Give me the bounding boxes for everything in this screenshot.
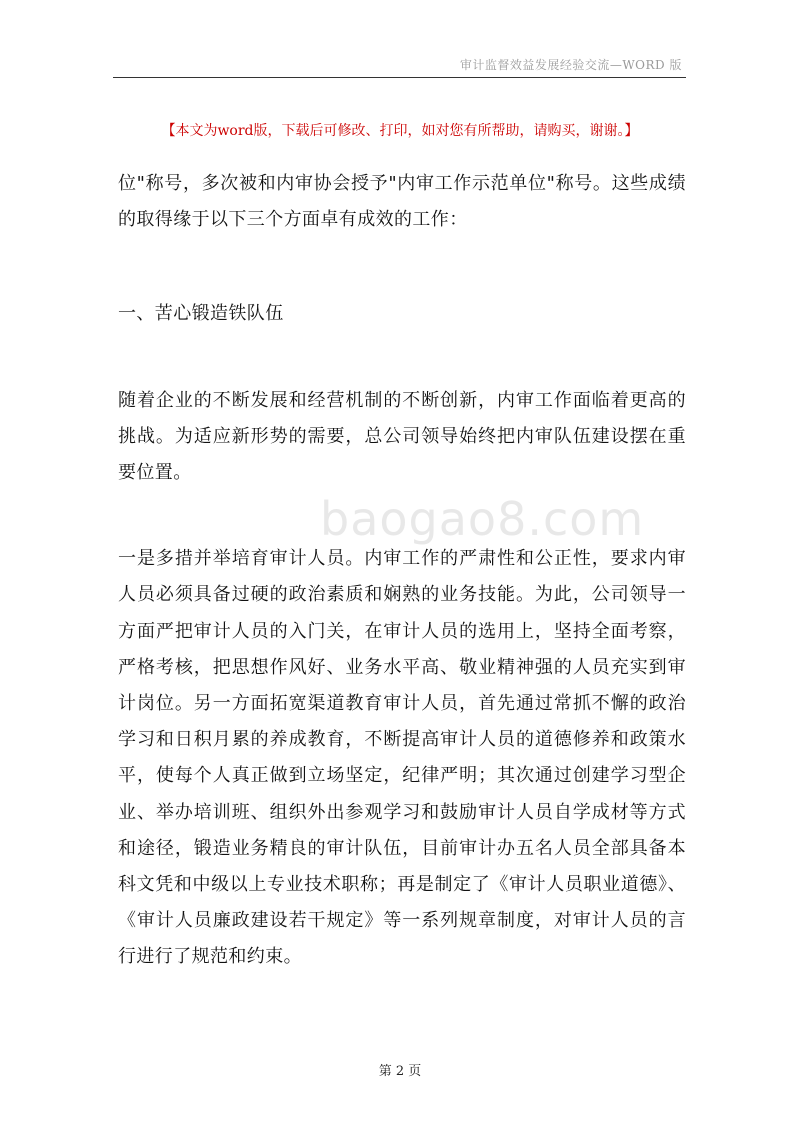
point-one-paragraph: 一是多措并举培育审计人员。内审工作的严肃性和公正性，要求内审人员必须具备过硬的政治素质和娴熟的业务技能。为此，公司领导一方面严把审计人员的入门关，在审计人员的选用上，坚持全面考察，严格考核，把思想作风好、业务水平高、敬业精神强的人员充实到审计岗位。另一方面拓宽渠道教育审计人员，首先通过常抓不懈的政治学习和日积月累的养成教育，不断提高审计人员的道德修养和政策水平，使每个人真正做到立场坚定，纪律严明；其次通过创建学习型企业、举办培训班、组织外出参观学习和鼓励审计人员自学成材等方式和途径，锻造业务精良的审计队伍，目前审计办五名人员全部具备本科文凭和中级以上专业技术职称；再是制定了《审计人员职业道德》、《审计人员廉政建设若干规定》等一系列规章制度，对审计人员的言行进行了规范和约束。 [118,548,686,968]
watermark-text: baogao8.com [320,492,645,546]
section-heading: 一、苦心锻造铁队伍 [118,303,284,325]
page-number: 第 2 页 [378,1064,422,1079]
document-header-title: 审计监督效益发展经验交流—WORD 版 [459,58,682,72]
continuation-paragraph: 位"称号，多次被和内审协会授予"内审工作示范单位"称号。这些成绩的取得缘于以下三个方面卓有成效的工作： [118,173,686,231]
intro-paragraph: 随着企业的不断发展和经营机制的不断创新，内审工作面临着更高的挑战。为适应新形势的需要，总公司领导始终把内审队伍建设摆在重要位置。 [118,389,686,484]
document-body [118,166,686,976]
header-divider [113,77,686,78]
download-notice: 【本文为word版，下载后可修改、打印，如对您有所帮助，请购买，谢谢。】 [161,123,639,139]
